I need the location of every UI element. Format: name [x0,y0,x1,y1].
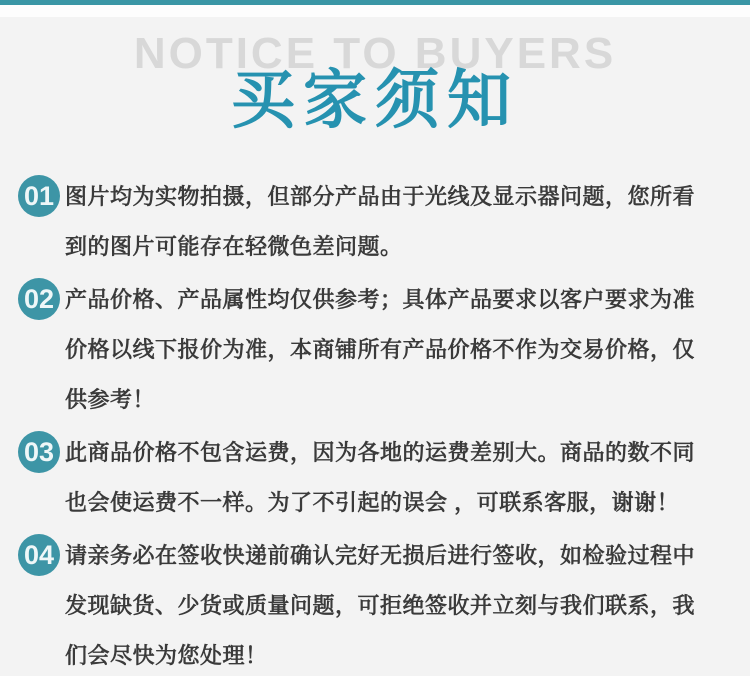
notice-number-badge: 03 [18,431,60,473]
notice-line: 到的图片可能存在轻微色差问题。 [65,234,403,259]
notice-text [65,172,732,272]
notice-line: 也会使运费不一样。为了不引起的误会 ，可联系客服，谢谢！ [65,490,680,515]
notice-line: 图片均为实物拍摄，但部分产品由于光线及显示器问题，您所看 [65,184,696,209]
top-white-strip [0,5,750,17]
notice-number-badge: 04 [18,534,60,576]
notice-list [0,172,750,676]
notice-number-badge: 02 [18,278,60,320]
notice-line: 产品价格、产品属性均仅供参考；具体产品要求以客户要求为准 [65,287,696,312]
notice-text [65,531,732,676]
notice-line: 供参考！ [65,387,156,412]
notice-line: 请亲务必在签收快递前确认完好无损后进行签收，如检验过程中 [65,543,696,568]
watermark-text: NOTICE TO BUYERS [133,29,617,78]
page-title: 买家须知 [231,64,519,136]
notice-line: 价格以线下报价为准，本商铺所有产品价格不作为交易价格，仅 [65,337,696,362]
notice-line: 们会尽快为您处理！ [65,643,268,668]
notice-item-3 [18,428,732,528]
notice-number-badge: 01 [18,175,60,217]
notice-text [65,428,732,528]
notice-item-1 [18,172,732,272]
notice-item-4 [18,531,732,676]
notice-text [65,275,732,425]
notice-line: 发现缺货、少货或质量问题，可拒绝签收并立刻与我们联系，我 [65,593,696,618]
header [0,17,750,172]
notice-line: 此商品价格不包含运费，因为各地的运费差别大。商品的数不同 [65,440,696,465]
notice-item-2 [18,275,732,425]
